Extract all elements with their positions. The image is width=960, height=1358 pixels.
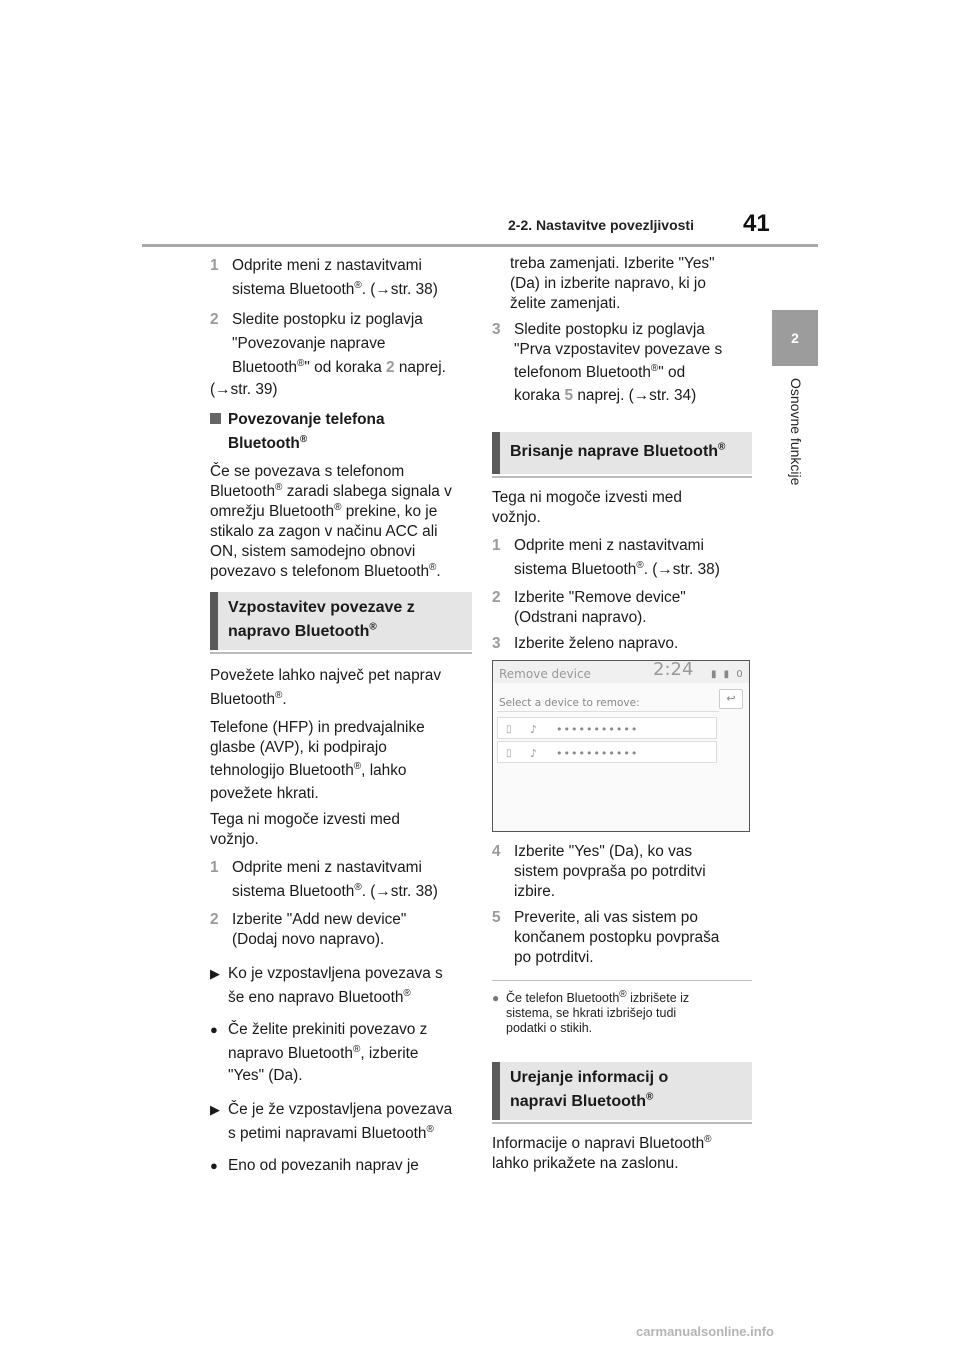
side-tab-number: 2 <box>772 310 818 366</box>
step-number: 2 <box>492 589 501 606</box>
right-step-3: 3 Sledite postopku iz poglavja "Prva vzpostavitev povezave s telefonom Bluetooth®" od koraka 5 naprej. (→str. 34) <box>492 321 723 404</box>
device-row[interactable] <box>497 717 717 739</box>
bullet-five-devices: ▶ Če je že vzpostavljena povezava s petimi napravami Bluetooth® <box>210 1098 472 1146</box>
step-number: 5 <box>492 909 501 926</box>
left-step-2-ref: (→str. 39) <box>210 381 278 398</box>
subhead-phone-connection: Povezovanje telefona Bluetooth® <box>210 408 472 456</box>
step-number: 1 <box>492 537 501 554</box>
right-step-4: 4 Izberite "Yes" (Da), ko vas sistem povpraša po potrditvi izbire. <box>492 843 706 900</box>
phone-icon: ▯ <box>506 748 512 759</box>
replace-continuation: treba zamenjati. Izberite "Yes" (Da) in izberite napravo, ki jo želite zamenjati. <box>510 255 715 312</box>
header-rule <box>142 244 818 247</box>
left-step-2b: 2 Izberite "Add new device" (Dodaj novo napravo). <box>210 911 407 948</box>
note-divider <box>492 980 752 981</box>
heading-box-edit: Urejanje informacij o napravi Bluetooth® <box>492 1062 752 1120</box>
device-row[interactable] <box>497 741 717 763</box>
step-number: 1 <box>210 859 219 876</box>
music-icon: ♪ <box>530 723 538 736</box>
max-devices-paragraph: Povežete lahko največ pet naprav Bluetooth®. <box>210 667 442 708</box>
step-number: 2 <box>210 911 219 928</box>
screen-prompt: Select a device to remove: <box>499 697 640 709</box>
left-column <box>210 254 472 1186</box>
driving-restriction-paragraph: Tega ni mogoče izvesti med vožnjo. <box>210 811 400 848</box>
bullet-disconnect: ● Če želite prekiniti povezavo z napravo Bluetooth®, izberite "Yes" (Da). <box>210 1018 472 1086</box>
screen-title: Remove device <box>499 667 591 681</box>
screen-clock: 2:24 <box>653 660 694 680</box>
back-button[interactable]: ↩ <box>719 689 743 709</box>
left-step-2: 2 Sledite postopku iz poglavja "Povezovanje naprave Bluetooth®" od koraka 2 naprej. <box>210 308 472 380</box>
section-title: 2-2. Nastavitve povezljivosti <box>508 217 694 233</box>
right-column <box>492 254 752 1180</box>
right-step-5: 5 Preverite, ali vas sistem po končanem postopku povpraša po potrditvi. <box>492 909 720 966</box>
dot-bullet-icon: ● <box>210 1158 218 1173</box>
remove-driving-paragraph: Tega ni mogoče izvesti med vožnjo. <box>492 489 682 526</box>
music-icon: ♪ <box>530 747 538 760</box>
step-number: 2 <box>210 311 219 328</box>
left-step-1b: 1 Odprite meni z nastavitvami sistema Bluetooth®. (→str. 38) <box>210 856 472 904</box>
phone-icon: ▯ <box>506 724 512 735</box>
heading-box-connect: Vzpostavitev povezave z napravo Bluetooth® <box>210 592 472 650</box>
device-name: ••••••••••• <box>556 723 639 736</box>
arrow-bullet-icon: ▶ <box>210 1102 220 1117</box>
bullet-another-device: ▶ Ko je vzpostavljena povezava s še eno napravo Bluetooth® <box>210 962 472 1010</box>
dot-bullet-icon: ● <box>210 1022 218 1037</box>
page-number: 41 <box>743 210 770 237</box>
right-step-3b: 3 Izberite želeno napravo. <box>492 635 679 652</box>
profiles-paragraph: Telefone (HFP) in predvajalnike glasbe (AVP), ki podpirajo tehnologijo Bluetooth®, lahko povežete hkrati. <box>210 719 425 802</box>
left-step-1: 1 Odprite meni z nastavitvami sistema Bluetooth®. (→str. 38) <box>210 254 472 302</box>
right-step-2: 2 Izberite "Remove device" (Odstrani napravo). <box>492 589 686 626</box>
status-icons: ▮ ▮ 0 <box>711 669 745 680</box>
dot-bullet-icon: ● <box>492 991 500 1005</box>
remove-device-screen <box>492 660 750 832</box>
bullet-replace-device: ● Eno od povezanih naprav je <box>210 1154 472 1178</box>
heading-box-remove: Brisanje naprave Bluetooth® <box>492 432 752 474</box>
device-name: ••••••••••• <box>556 747 639 760</box>
side-tab-label: Osnovne funkcije <box>788 378 804 486</box>
step-number: 4 <box>492 843 501 860</box>
step-number: 3 <box>492 635 501 652</box>
arrow-bullet-icon: ▶ <box>210 966 220 981</box>
step-number: 1 <box>210 257 219 274</box>
reconnect-paragraph: Če se povezava s telefonom Bluetooth® zaradi slabega signala v omrežju Bluetooth® prekine, ko je stikalo za zagon v načinu ACC ali ON, sistem samodejno obnovi povezavo s telefonom Bluetooth®. <box>210 463 452 580</box>
watermark: carmanualsonline.info <box>636 1324 774 1339</box>
device-info-paragraph: Informacije o napravi Bluetooth® lahko prikažete na zaslonu. <box>492 1133 712 1172</box>
note-contacts-deleted: ● Če telefon Bluetooth® izbrišete iz sistema, se hkrati izbrišejo tudi podatki o stikih. <box>492 988 690 1035</box>
step-number: 3 <box>492 321 501 338</box>
square-bullet-icon <box>210 413 221 424</box>
right-step-1: 1 Odprite meni z nastavitvami sistema Bluetooth®. (→str. 38) <box>492 534 752 582</box>
